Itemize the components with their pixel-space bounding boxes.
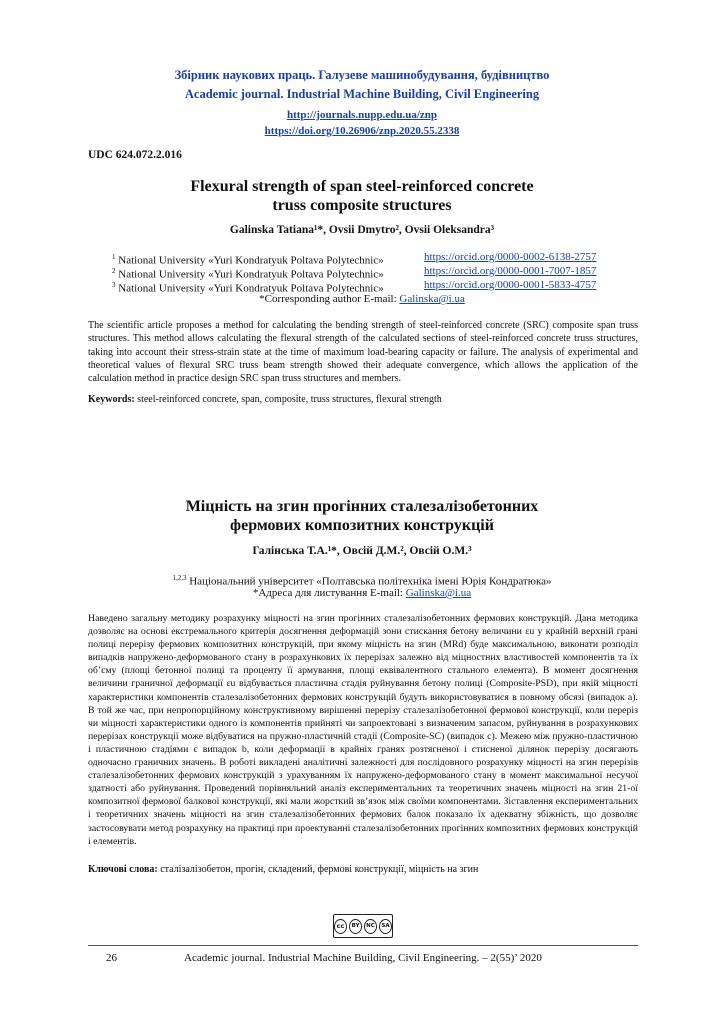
affiliation-number: 1 bbox=[112, 253, 116, 261]
affiliation-row-1 bbox=[0, 250, 724, 267]
corresponding-label: *Адреса для листування E-mail: bbox=[252, 587, 406, 599]
affiliation-name: National University «Yuri Kondratyuk Poltava Polytechnic» bbox=[118, 282, 384, 295]
corresponding-email-link[interactable]: Galinska@i.ua bbox=[399, 293, 465, 305]
nc-icon: NC bbox=[364, 919, 377, 934]
corresponding-label: *Corresponding author E-mail: bbox=[259, 293, 400, 305]
corresponding-author-en bbox=[0, 292, 724, 306]
orcid-link[interactable]: https://orcid.org/0000-0002-6138-2757 bbox=[424, 251, 597, 263]
footer-citation: Academic journal. Industrial Machine Building, Civil Engineering. – 2(55)’ 2020 bbox=[184, 952, 542, 964]
sa-icon: SA bbox=[379, 919, 392, 934]
affiliation-row-2 bbox=[0, 264, 724, 281]
affiliation-name: National University «Yuri Kondratyuk Poltava Polytechnic» bbox=[118, 268, 384, 281]
affiliation-number: 3 bbox=[112, 281, 116, 289]
affiliation-name: Національний університет «Полтавська політехніка імені Юрія Кондратюка» bbox=[186, 575, 552, 588]
by-icon: BY bbox=[349, 919, 362, 934]
title-ua-line2: фермових композитних конструкцій bbox=[230, 517, 494, 534]
corresponding-author-ua bbox=[0, 586, 724, 600]
authors-en: Galinska Tatiana¹*, Ovsii Dmytro², Ovsii Oleksandra³ bbox=[229, 224, 495, 236]
abstract-ua: Наведено загальну методику розрахунку міцності на згин прогінних сталезалізобетонних фермових конструкцій. Дана методика дозволяє на основі екстремального критерія досягнення деформацій зони стискання бетону величини εu у крайній верхній грані полиці перерізу фермових композитних конструкцій, при якому міцність на згин (MRd) буде максимальною, виконати розподіл випадків напружено-деформованого стану в розрахункових їх перерізах залежно від міцностних властивостей компонентів та їх об’єму (площі бетонної полиці та проценту її армування, площі еквівалентного стального елемента). В момент досягнення величини граничної деформації εu відбувається пластична стадія руйнування бетону полиці (Composite-PSD), при якій міцності характеристики компонентів сталезалізобетонних фермових конструкцій будуть використовуватися в повному обсязі (випадок а). В той же час, при непропорційному конструктивному вирішенні перерізу сталезалізобетонної фермової конструкції, коли переріз чи міцності характеристики одного із компонентів прийняті чи запроектовані з визначеним запасом, руйнування в розрахункових перерізах конструкції може відбуватися на пружно-пластичній стадії (Composite-SC) (випадок с). Межею між пружно-пластичною і пластичною стадіями є випадок b, коли деформації в крайніх гранях розтягненої і стисненої ділянок перерізу досягають одночасно граничних значень. В роботі викладені аналітичні залежності для послідовного розрахунку міцності на згин перерізів сталезалізобетонних фермових конструкцій з урахуванням їх напружено-деформованого стану в момент максимальної несучої здатності або руйнування. Проведений порівняльний аналіз експериментальних та теоретичних значень міцності на згин 21-ої композитної фермової балкової конструкції, які мали жорсткий зв’язок між своїми компонентами. Зіставлення експериментальних і теоретичних значень міцності на згин сталезалізобетонних фермових балок показало їх адекватну збіжність, що дозволяє застосовувати метод розрахунку на практиці при проектуванні сталезалізобетонних прогінних композитних фермових конструкцій і елементів. bbox=[88, 613, 638, 847]
authors-ua: Галінська Т.А.¹*, Овсій Д.М.², Овсій О.М.³ bbox=[252, 545, 472, 557]
cc-icon: cc bbox=[334, 919, 347, 934]
footer-divider bbox=[88, 945, 638, 946]
affiliation-name: National University «Yuri Kondratyuk Poltava Polytechnic» bbox=[118, 254, 384, 267]
doi-link[interactable]: https://doi.org/10.26906/znp.2020.55.2338 bbox=[264, 125, 460, 137]
cc-license-badge[interactable] bbox=[333, 914, 393, 938]
journal-url-link[interactable]: http://journals.nupp.edu.ua/znp bbox=[286, 109, 438, 121]
page-number: 26 bbox=[106, 952, 117, 964]
journal-title-ua: Збірник наукових праць. Галузеве машинобудування, будівництво bbox=[174, 68, 550, 82]
affiliation-number: 1,2,3 bbox=[172, 574, 187, 582]
title-ua-line1: Міцність на згин прогінних сталезалізобетонних bbox=[185, 498, 539, 515]
keywords-text: steel-reinforced concrete, span, composite, truss structures, flexural strength bbox=[134, 394, 442, 405]
keywords-en bbox=[88, 394, 442, 405]
journal-title-en: Academic journal. Industrial Machine Building, Civil Engineering bbox=[184, 87, 540, 101]
orcid-link[interactable]: https://orcid.org/0000-0001-5833-4757 bbox=[424, 279, 597, 291]
keywords-label: Keywords: bbox=[88, 394, 135, 405]
abstract-en: The scientific article proposes a method for calculating the bending strength of steel-reinforced concrete (SRC) composite span truss structures. This method allows calculating the flexural strength of the calculated sections of steel-reinforced concrete truss structures, taking into account their stress-strain state at the time of maximum load-bearing capacity or failure. The analysis of experimental and theoretical values of flexural SRC truss beam strength showed their adequate convergence, which allows the application of the calculation method in practice design SRC span truss structures and members. bbox=[88, 320, 638, 385]
keywords-ua bbox=[88, 864, 478, 875]
udc-code: UDC 624.072.2.016 bbox=[88, 149, 182, 161]
orcid-link[interactable]: https://orcid.org/0000-0001-7007-1857 bbox=[424, 265, 597, 277]
title-en-line1: Flexural strength of span steel-reinforced concrete bbox=[190, 178, 534, 195]
keywords-label: Ключові слова: bbox=[88, 864, 158, 875]
affiliation-number: 2 bbox=[112, 267, 116, 275]
title-en-line2: truss composite structures bbox=[272, 197, 452, 214]
keywords-text: сталізалізобетон, прогін, складений, фермові конструкції, міцність на згин bbox=[157, 864, 479, 875]
corresponding-email-link[interactable]: Galinska@i.ua bbox=[405, 587, 472, 599]
affiliation-row-3 bbox=[0, 278, 724, 295]
